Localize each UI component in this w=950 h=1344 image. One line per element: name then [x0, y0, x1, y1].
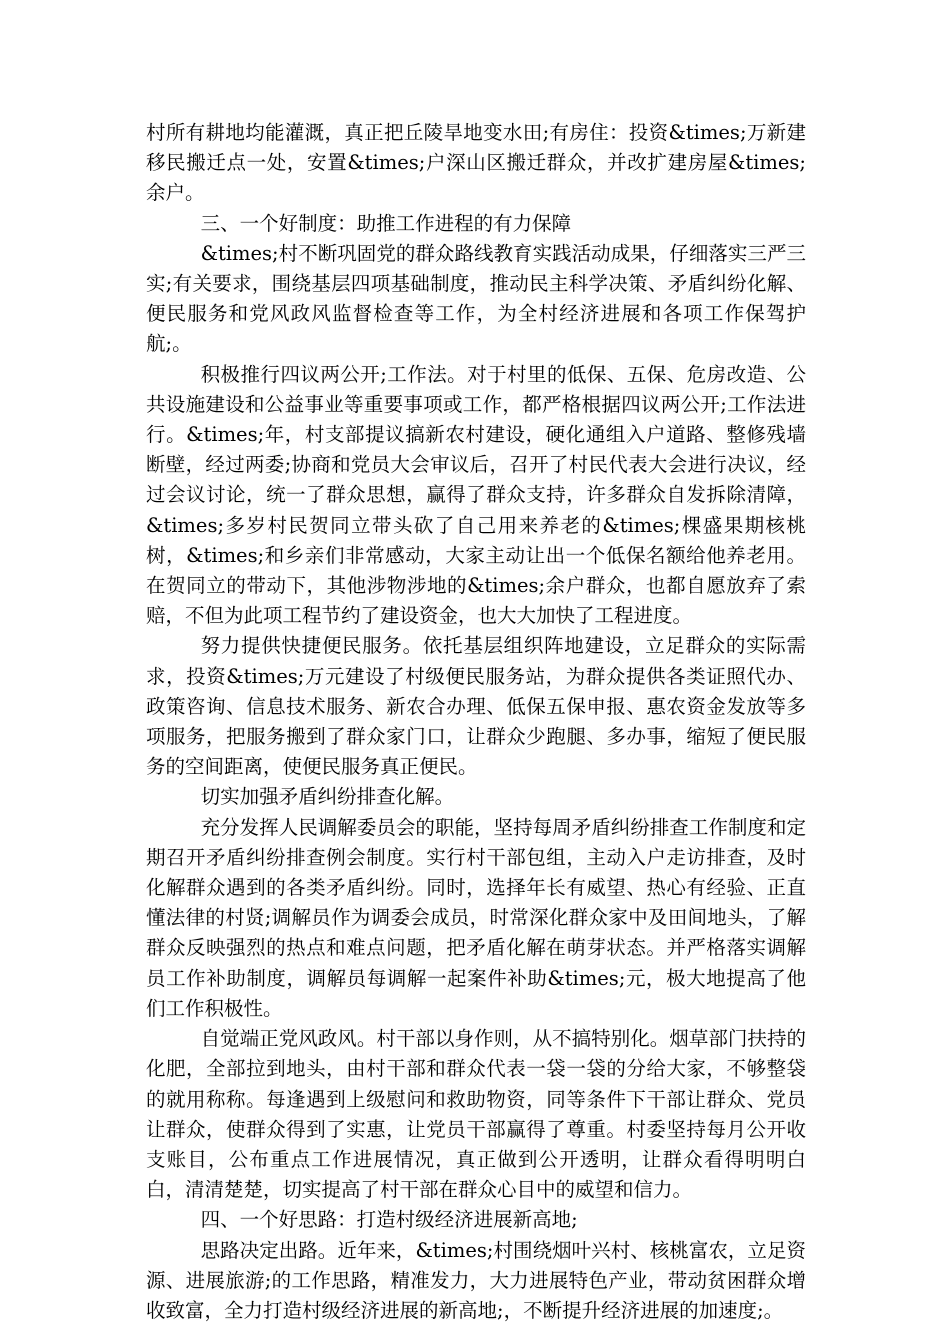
paragraph: 自觉端正党风政风。村干部以身作则，从不搞特别化。烟草部门扶持的化肥，全部拉到地头，由村干部和群众代表一袋一袋的分给大家，不够整袋的就用称称。每逢遇到上级慰问和救助物资，同等条件下干部让群众、党员让群众，使群众得到了实惠，让党员干部赢得了尊重。村委坚持每月公开收支账目，公布重点工作进展情况，真正做到公开透明，让群众看得明明白白，清清楚楚，切实提高了村干部在群众心目中的威望和信力。: [146, 1027, 806, 1202]
section-heading-three: 三、一个好制度：助推工作进程的有力保障: [200, 211, 572, 235]
paragraph: 积极推行四议两公开;工作法。对于村里的低保、五保、危房改造、公共设施建设和公益事业等重要事项或工作，都严格根据四议两公开;工作法进行。&times;年，村支部提议搞新农村建设，硬化通组入户道路、整修残墙断壁，经过两委;协商和党员大会审议后，召开了村民代表大会进行决议，经过会议讨论，统一了群众思想，赢得了群众支持，许多群众自发拆除清障，&times;多岁村民贺同立带头砍了自己用来养老的&times;棵盛果期核桃树，&times;和乡亲们非常感动，大家主动让出一个低保名额给他养老用。在贺同立的带动下，其他涉物涉地的&times;余户群众，也都自愿放弃了索赔，不但为此项工程节约了建设资金，也大大加快了工程进度。: [146, 362, 806, 628]
paragraph-continuation: 村所有耕地均能灌溉，真正把丘陵旱地变水田;有房住：投资&times;万新建移民搬迁点一处，安置&times;户深山区搬迁群众，并改扩建房屋&times;余户。: [146, 121, 806, 205]
document-body: [146, 118, 806, 1326]
paragraph: &times;村不断巩固党的群众路线教育实践活动成果，仔细落实三严三实;有关要求，围绕基层四项基础制度，推动民主科学决策、矛盾纠纷化解、便民服务和党风政风监督检查等工作，为全村经济进展和各项工作保驾护航;。: [146, 241, 806, 356]
section-heading-four: 四、一个好思路：打造村级经济进展新高地;: [200, 1208, 578, 1232]
paragraph: 思路决定出路。近年来，&times;村围绕烟叶兴村、核桃富农，立足资源、进展旅游;的工作思路，精准发力，大力进展特色产业，带动贫困群众增收致富，全力打造村级经济进展的新高地;，不断提升经济进展的加速度;。: [146, 1238, 806, 1322]
paragraph: 努力提供快捷便民服务。依托基层组织阵地建设，立足群众的实际需求，投资&times;万元建设了村级便民服务站，为群众提供各类证照代办、政策咨询、信息技术服务、新农合办理、低保五保申报、惠农资金发放等多项服务，把服务搬到了群众家门口，让群众少跑腿、多办事，缩短了便民服务的空间距离，使便民服务真正便民。: [146, 634, 806, 779]
paragraph: 充分发挥人民调解委员会的职能，坚持每周矛盾纠纷排查工作制度和定期召开矛盾纠纷排查例会制度。实行村干部包组，主动入户走访排查，及时化解群众遇到的各类矛盾纠纷。同时，选择年长有威望、热心有经验、正直懂法律的村贤;调解员作为调委会成员，时常深化群众家中及田间地头，了解群众反映强烈的热点和难点问题，把矛盾化解在萌芽状态。并严格落实调解员工作补助制度，调解员每调解一起案件补助&times;元，极大地提高了他们工作积极性。: [146, 815, 806, 1020]
paragraph: 切实加强矛盾纠纷排查化解。: [200, 785, 455, 809]
